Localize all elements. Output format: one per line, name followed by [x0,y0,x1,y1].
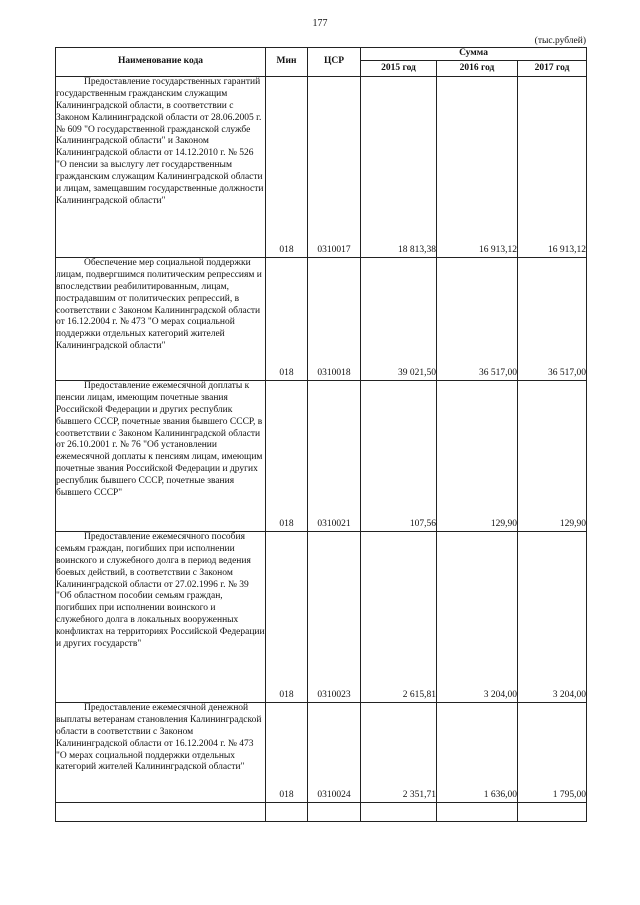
row-amount-2017: 1 795,00 [518,703,587,803]
row-csr: 0310018 [308,258,361,381]
budget-table [55,47,587,822]
row-min: 018 [266,77,308,258]
row-name: Предоставление ежемесячного пособия семьям граждан, погибших при исполнении воинского и служебного долга в период ведения боевых действий, в соответствии с Законом Калининградской области от 27.02.1996 г. № 39 "Об областном пособии семьям граждан, погибших при исполнении воинского и служебного долга в локальных вооруженных конфликтах на территориях Российской Федерации и других государств" [56,532,266,703]
row-amount-2015: 18 813,38 [361,77,437,258]
page-number: 177 [312,18,328,29]
table-row-empty [56,803,587,822]
header-min: Мин [266,48,308,77]
row-min: 018 [266,703,308,803]
header-csr: ЦСР [308,48,361,77]
row-amount-2017: 36 517,00 [518,258,587,381]
row-csr: 0310023 [308,532,361,703]
row-amount-2016: 3 204,00 [437,532,518,703]
units-label: (тыс.рублей) [534,36,586,46]
row-amount-2015: 2 615,81 [361,532,437,703]
table-row [56,532,587,703]
row-min: 018 [266,532,308,703]
row-name: Обеспечение мер социальной поддержки лицам, подвергшимся политическим репрессиям и впоследствии реабилитированным, лицам, пострадавшим от политических репрессий, в соответствии с Законом Калининградской области от 16.12.2004 г. № 473 "О мерах социальной поддержки отдельных категорий жителей Калининградской области" [56,258,266,381]
table-row [56,703,587,803]
row-name: Предоставление ежемесячной денежной выплаты ветеранам становления Калининградской области в соответствии с Законом Калининградской области от 16.12.2004 г. № 473 "О мерах социальной поддержки отдельных категорий жителей Калининградской области" [56,703,266,803]
table-row [56,381,587,532]
row-csr: 0310021 [308,381,361,532]
row-amount-2015: 39 021,50 [361,258,437,381]
header-year-2015: 2015 год [361,61,437,77]
row-amount-2017: 129,90 [518,381,587,532]
row-min: 018 [266,258,308,381]
header-sum: Сумма [361,48,587,61]
row-amount-2017: 3 204,00 [518,532,587,703]
row-amount-2015: 2 351,71 [361,703,437,803]
row-csr: 0310017 [308,77,361,258]
row-name: Предоставление ежемесячной доплаты к пенсии лицам, имеющим почетные звания Российской Федерации и других республик бывшего СССР, почетные звания бывшего СССР, в соответствии с Законом Калининградской области от 26.10.2001 г. № 76 "Об установлении ежемесячной доплаты к пенсиям лицам, имеющим почетные звания Российской Федерации и других республик бывшего СССР, почетные звания бывшего СССР" [56,381,266,532]
row-amount-2015: 107,56 [361,381,437,532]
row-amount-2016: 16 913,12 [437,77,518,258]
header-year-2017: 2017 год [518,61,587,77]
row-min: 018 [266,381,308,532]
header-name: Наименование кода [56,48,266,77]
row-amount-2016: 129,90 [437,381,518,532]
row-csr: 0310024 [308,703,361,803]
table-row [56,77,587,258]
header-year-2016: 2016 год [437,61,518,77]
row-amount-2016: 1 636,00 [437,703,518,803]
row-amount-2017: 16 913,12 [518,77,587,258]
row-amount-2016: 36 517,00 [437,258,518,381]
row-name: Предоставление государственных гарантий государственным гражданским служащим Калининградской области, в соответствии с Законом Калининградской области от 28.06.2005 г. № 609 "О государственной гражданской службе Калининградской области" и Законом Калининградской области от 14.12.2010 г. № 526 "О пенсии за выслугу лет государственным гражданским служащим Калининградской области и лицам, замещавшим государственные должности Калининградской области" [56,77,266,258]
table-row [56,258,587,381]
